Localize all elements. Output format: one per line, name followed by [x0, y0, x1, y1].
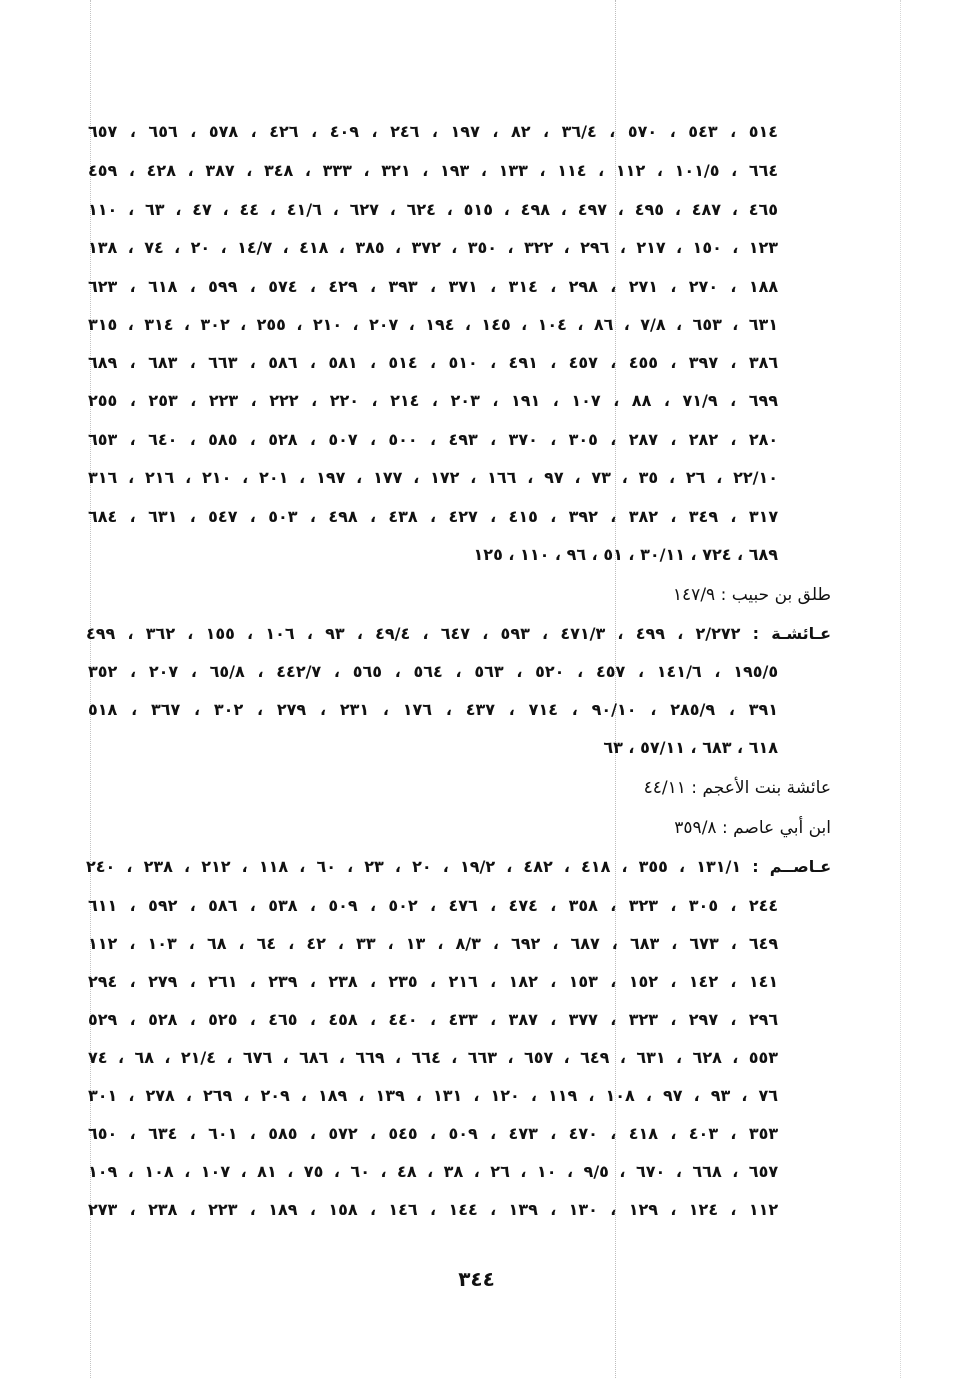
index-line: ٦٤٩ ، ٦٧٣ ، ٦٨٣ ، ٦٨٧ ، ٦٩٢ ، ٨/٣ ، ١٣ ، ٣٣ ، ٤٢ ، ٦٤ ، ٦٨ ، ١٠٣ ، ١١٢ [88, 934, 778, 953]
index-line: ٣٨٦ ، ٣٩٧ ، ٤٥٥ ، ٤٥٧ ، ٤٩١ ، ٥١٠ ، ٥١٤ ، ٥٨١ ، ٥٨٦ ، ٦٦٣ ، ٦٨٣ ، ٦٨٩ [88, 353, 778, 372]
index-line: ١٤١ ، ١٤٢ ، ١٥٢ ، ١٥٣ ، ١٨٢ ، ٢١٦ ، ٢٣٥ ، ٢٣٨ ، ٢٣٩ ، ٢٦١ ، ٢٧٩ ، ٢٩٤ [88, 972, 778, 991]
index-line: ١١٢ ، ١٢٤ ، ١٢٩ ، ١٣٠ ، ١٣٩ ، ١٤٤ ، ١٤٦ ، ١٥٨ ، ١٨٩ ، ٢٢٣ ، ٢٣٨ ، ٢٧٣ [88, 1200, 778, 1219]
index-line: ٦١٨ ، ٦٨٣ ، ٥٧/١١ ، ٦٣ [603, 738, 778, 757]
index-line: ٥١٤ ، ٥٤٣ ، ٥٧٠ ، ٣٦/٤ ، ٨٢ ، ١٩٧ ، ٢٤٦ ، ٤٠٩ ، ٤٢٦ ، ٥٧٨ ، ٦٥٦ ، ٦٥٧ [88, 122, 778, 141]
index-entry-ibn-abi-asim: ابن أبي عاصم : ٣٥٩/٨ [674, 818, 831, 838]
index-line: ١٨٨ ، ٢٧٠ ، ٢٧١ ، ٢٩٨ ، ٣١٤ ، ٣٧١ ، ٣٩٣ ، ٤٢٩ ، ٥٧٤ ، ٥٩٩ ، ٦١٨ ، ٦٢٣ [88, 277, 778, 296]
index-line: ١٢٣ ، ١٥٠ ، ٢١٧ ، ٢٩٦ ، ٣٢٢ ، ٣٥٠ ، ٣٧٢ ، ٣٨٥ ، ٤١٨ ، ١٤/٧ ، ٢٠ ، ٧٤ ، ١٣٨ [88, 238, 778, 257]
index-line: ٣١٧ ، ٣٤٩ ، ٣٨٢ ، ٣٩٢ ، ٤١٥ ، ٤٢٧ ، ٤٣٨ ، ٤٩٨ ، ٥٠٣ ، ٥٤٧ ، ٦٣١ ، ٦٨٤ [88, 507, 778, 526]
index-entry-aisha: عـائشـة : ٢/٢٧٢ ، ٤٩٩ ، ٤٧١/٣ ، ٥٩٣ ، ٦٤٧ ، ٤٩/٤ ، ٩٣ ، ١٠٦ ، ١٥٥ ، ٣٦٢ ، ٤٩٩ [86, 624, 831, 643]
index-line: ٧٦ ، ٩٣ ، ٩٧ ، ١٠٨ ، ١١٩ ، ١٢٠ ، ١٣١ ، ١٣٩ ، ١٨٩ ، ٢٠٩ ، ٢٦٩ ، ٢٧٨ ، ٣٠١ [88, 1086, 778, 1105]
index-line: ٣٥٣ ، ٤٠٣ ، ٤١٨ ، ٤٧٠ ، ٤٧٣ ، ٥٠٩ ، ٥٤٥ ، ٥٧٢ ، ٥٨٥ ، ٦٠١ ، ٦٣٤ ، ٦٥٠ [88, 1124, 778, 1143]
index-entry-asim: عـاصــم : ١٣١/١ ، ٣٥٥ ، ٤١٨ ، ٤٨٢ ، ١٩/٢ ، ٢٠ ، ٢٣ ، ٦٠ ، ١١٨ ، ٢١٢ ، ٢٣٨ ، ٢٤٠ [86, 857, 831, 876]
index-line: ٢٤٤ ، ٣٠٥ ، ٣٢٣ ، ٣٥٨ ، ٤٧٤ ، ٤٧٦ ، ٥٠٢ ، ٥٠٩ ، ٥٣٨ ، ٥٨٦ ، ٥٩٢ ، ٦١١ [88, 896, 778, 915]
scan-artifact-line [900, 0, 901, 1378]
index-line: ٢٩٦ ، ٢٩٧ ، ٣٢٣ ، ٣٧٧ ، ٣٨٧ ، ٤٣٣ ، ٤٤٠ ، ٤٥٨ ، ٤٦٥ ، ٥٢٥ ، ٥٢٨ ، ٥٢٩ [88, 1010, 778, 1029]
index-line: ٦٥٧ ، ٦٦٨ ، ٦٧٠ ، ٩/٥ ، ١٠ ، ٢٦ ، ٣٨ ، ٤٨ ، ٦٠ ، ٧٥ ، ٨١ ، ١٠٧ ، ١٠٨ ، ١٠٩ [88, 1162, 778, 1181]
index-line: ٢٨٠ ، ٢٨٢ ، ٢٨٧ ، ٣٠٥ ، ٣٧٠ ، ٤٩٣ ، ٥٠٠ ، ٥٠٧ ، ٥٢٨ ، ٥٨٥ ، ٦٤٠ ، ٦٥٣ [88, 430, 778, 449]
index-line: ٦٨٩ ، ٧٢٤ ، ٣٠/١١ ، ٥١ ، ٩٦ ، ١١٠ ، ١٢٥ [473, 545, 778, 564]
index-entry-aisha-ajam: عائشة بنت الأعجم : ٤٤/١١ [643, 778, 831, 798]
index-line: ٦٩٩ ، ٧١/٩ ، ٨٨ ، ١٠٧ ، ١٩١ ، ٢٠٣ ، ٢١٤ ، ٢٢٠ ، ٢٢٢ ، ٢٢٣ ، ٢٥٣ ، ٢٥٥ [88, 391, 778, 410]
index-line: ٦٣١ ، ٦٥٣ ، ٧/٨ ، ٨٦ ، ١٠٤ ، ١٤٥ ، ١٩٤ ، ٢٠٧ ، ٢١٠ ، ٢٥٥ ، ٣٠٢ ، ٣١٤ ، ٣١٥ [88, 315, 778, 334]
index-line: ٢٢/١٠ ، ٢٦ ، ٣٥ ، ٧٣ ، ٩٧ ، ١٦٦ ، ١٧٢ ، ١٧٧ ، ١٩٧ ، ٢٠١ ، ٢١٠ ، ٢١٦ ، ٣١٦ [88, 468, 778, 487]
index-line: ٥٥٣ ، ٦٢٨ ، ٦٣١ ، ٦٤٩ ، ٦٥٧ ، ٦٦٣ ، ٦٦٤ ، ٦٦٩ ، ٦٨٦ ، ٦٧٦ ، ٢١/٤ ، ٦٨ ، ٧٤ [88, 1048, 778, 1067]
index-line: ٣٩١ ، ٢٨٥/٩ ، ٩٠/١٠ ، ٧١٤ ، ٤٣٧ ، ١٧٦ ، ٢٣١ ، ٢٧٩ ، ٣٠٢ ، ٣٦٧ ، ٥١٨ [88, 700, 778, 719]
index-entry-talq: طلق بن حبيب : ١٤٧/٩ [672, 585, 831, 605]
index-line: ٤٦٥ ، ٤٨٧ ، ٤٩٥ ، ٤٩٧ ، ٤٩٨ ، ٥١٥ ، ٦٢٤ ، ٦٢٧ ، ٤١/٦ ، ٤٤ ، ٤٧ ، ٦٣ ، ١١٠ [88, 200, 778, 219]
index-line: ٦٦٤ ، ١٠١/٥ ، ١١٢ ، ١١٤ ، ١٣٣ ، ١٩٣ ، ٣٢١ ، ٣٣٣ ، ٣٤٨ ، ٣٨٧ ، ٤٢٨ ، ٤٥٩ [88, 161, 778, 180]
page-number: ٣٤٤ [458, 1267, 495, 1291]
index-line: ١٩٥/٥ ، ١٤١/٦ ، ٤٥٧ ، ٥٢٠ ، ٥٦٣ ، ٥٦٤ ، ٥٦٥ ، ٤٤٢/٧ ، ٦٥/٨ ، ٢٠٧ ، ٣٥٢ [88, 662, 778, 681]
